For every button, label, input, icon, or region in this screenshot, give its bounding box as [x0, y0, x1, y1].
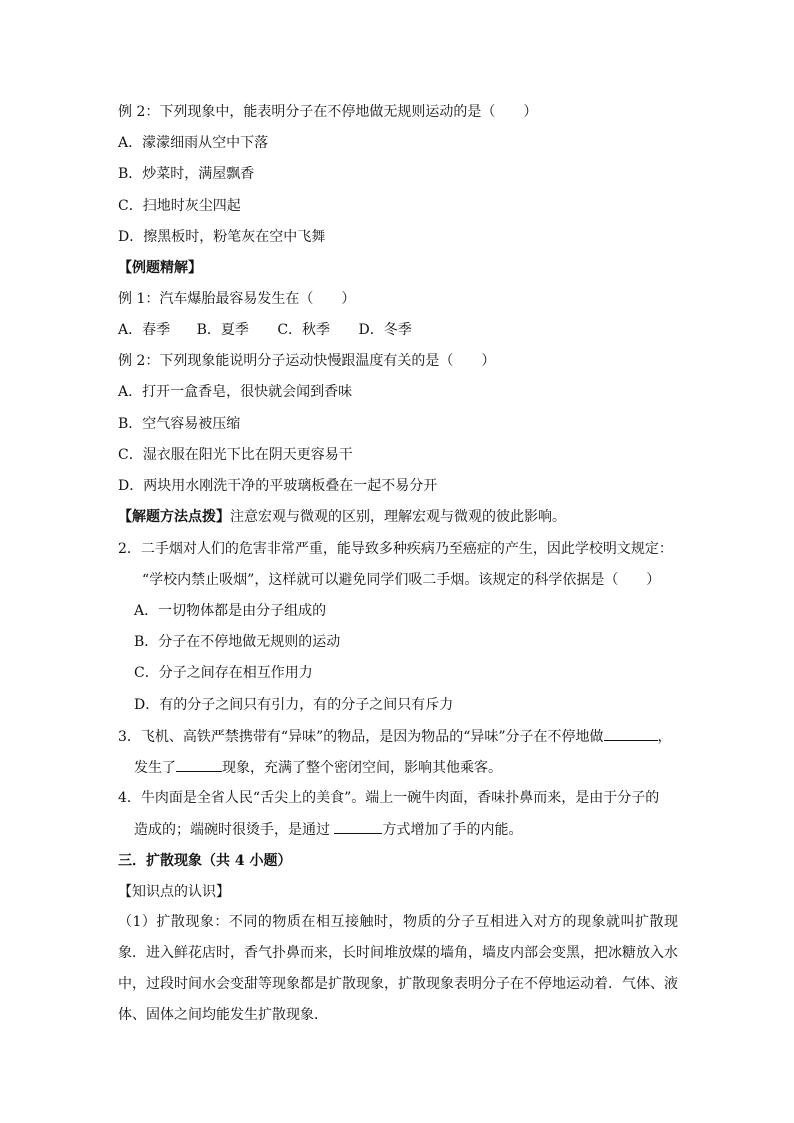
example1-options [118, 320, 412, 340]
example1-option-b: B．夏季 [196, 322, 249, 338]
example2-option-d: D．擦黑板时，粉笔灰在空中飞舞 [118, 229, 326, 245]
knowledge-tag: 【知识点的认识】 [118, 884, 230, 900]
example1-option-d: D．冬季 [358, 322, 412, 338]
answer-blank[interactable] [334, 819, 382, 834]
example1-option-a: A．春季 [118, 322, 171, 338]
method-tip [118, 507, 566, 527]
example2b-option-b: B．空气容易被压缩 [118, 416, 241, 432]
question2-line1: 2．二手烟对人们的危害非常严重，能导致多种疾病乃至癌症的产生，因此学校明文规定： [118, 541, 673, 557]
example2-option-b: B．炒菜时，满屋飘香 [118, 166, 255, 182]
example2-option-a: A．濛濛细雨从空中下落 [118, 135, 269, 151]
example1-question: 例 1：汽车爆胎最容易发生在（ ） [118, 291, 356, 307]
example1-option-c: C．秋季 [277, 322, 331, 338]
answer-blank[interactable] [604, 726, 658, 741]
question4-line2: 造成的；端碗时很烫手，是通过 方式增加了手的内能。 [134, 819, 522, 840]
question2-option-c: C．分子之间存在相互作用力 [134, 665, 313, 681]
method-text: 注意宏观与微观的区别，理解宏观与微观的彼此影响。 [230, 509, 566, 525]
example2b-option-c: C．湿衣服在阳光下比在阴天更容易干 [118, 447, 353, 463]
example2-option-c: C．扫地时灰尘四起 [118, 198, 241, 214]
answer-blank[interactable] [176, 757, 222, 772]
example2b-option-d: D．两块用水刚洗干净的平玻璃板叠在一起不易分开 [118, 478, 438, 494]
question2-option-b: B．分子在不停地做无规则的运动 [134, 634, 341, 650]
question3-line1: 3．飞机、高铁严禁携带有“异味”的物品，是因为物品的“异味”分子在不停地做 ， [118, 726, 672, 747]
example2-question: 例 2：下列现象中，能表明分子在不停地做无规则运动的是（ ） [118, 104, 538, 120]
question2-option-d: D．有的分子之间只有引力，有的分子之间只有斥力 [134, 697, 454, 713]
question2-line2: “学校内禁止吸烟”，这样就可以避免同学们吸二手烟。该规定的科学依据是（ ） [142, 572, 661, 588]
question3-line2: 发生了 现象，充满了整个密闭空间，影响其他乘客。 [134, 757, 502, 778]
diffusion-paragraph: （1）扩散现象：不同的物质在相互接触时，物质的分子互相进入对方的现象就叫扩散现象．进入鲜花店时，香气扑鼻而来，长时间堆放煤的墙角，墙皮内部会变黑，把冰糖放入水中，过段时间水会变甜等现象都是扩散现象，扩散现象表明分子在不停地运动着．气体、液体、固体之间均能发生扩散现象． [118, 914, 678, 1023]
section-worked-examples: 【例题精解】 [118, 260, 202, 276]
method-tag: 【解题方法点拨】 [118, 509, 230, 525]
section3-heading: 三．扩散现象（共 4 小题） [118, 853, 292, 869]
example2b-question: 例 2：下列现象能说明分子运动快慢跟温度有关的是（ ） [118, 353, 496, 369]
example2b-option-a: A．打开一盒香皂，很快就会闻到香味 [118, 384, 353, 400]
question4-line1: 4．牛肉面是全省人民“舌尖上的美食”。端上一碗牛肉面，香味扑鼻而来，是由于分子的 [118, 790, 660, 806]
question2-option-a: A．一切物体都是由分子组成的 [134, 603, 327, 619]
